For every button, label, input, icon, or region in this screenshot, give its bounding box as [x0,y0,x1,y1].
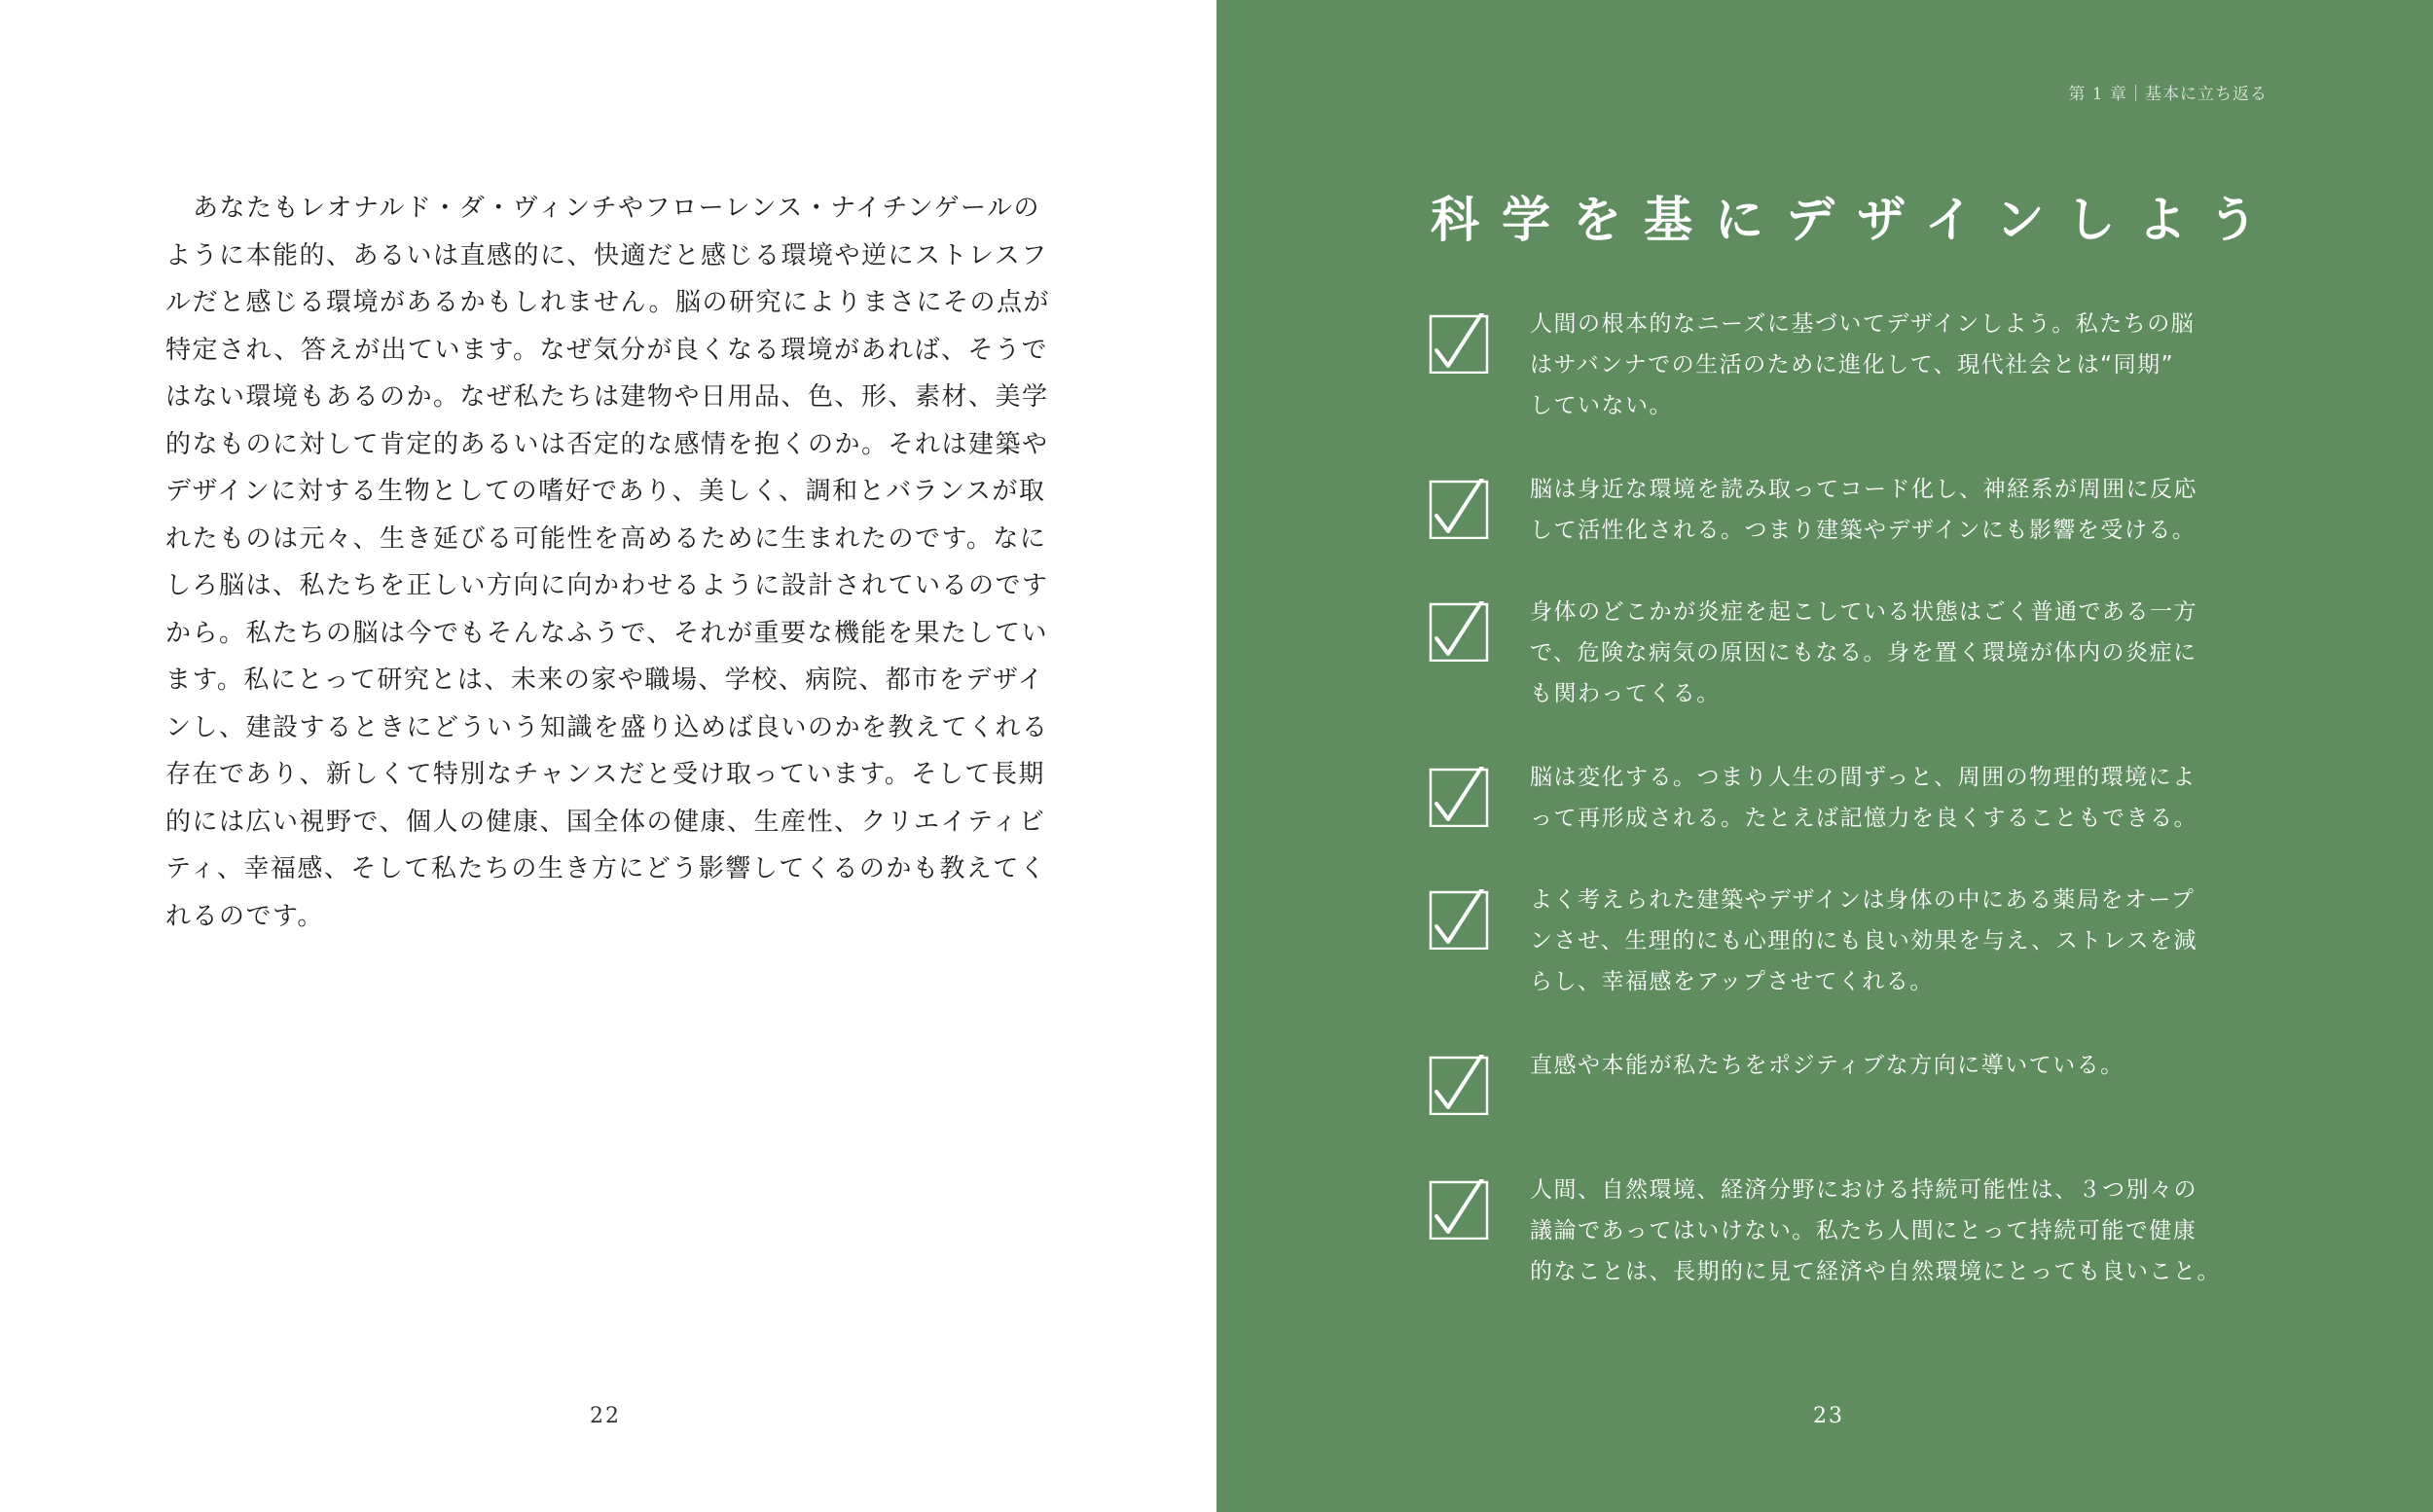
checklist-text [1530,880,2246,1002]
section-heading: 科学を基にデザインしよう [1431,192,2280,248]
checklist-line: で、危険な病気の原因にもなる。身を置く環境が体内の炎症に [1530,640,2197,666]
body-text [165,185,1051,940]
body-line: 的には広い視野で、個人の健康、国全体の健康、生産性、クリエイティビ [165,807,1046,837]
body-line: しろ脳は、私たちを正しい方向に向かわせるように設計されているのです [165,571,1049,600]
checklist-text [1530,1045,2246,1086]
checkmark-in-square-icon [1429,1055,1489,1115]
checklist-line: らし、幸福感をアップさせてくれる。 [1530,969,1934,994]
checkmark-in-square-icon [1429,1179,1489,1240]
checklist-text [1530,757,2246,839]
checklist-line: って再形成される。たとえば記憶力を良くすることもできる。 [1530,806,2197,831]
body-line: れるのです。 [165,901,324,931]
checklist-line: 脳は変化する。つまり人生の間ずっと、周囲の物理的環境によ [1530,765,2197,790]
body-line: 特定され、答えが出ています。なぜ気分が良くなる環境があれば、そうで [165,335,1048,365]
checklist-text [1530,1170,2246,1292]
checklist-line: 直感や本能が私たちをポジティブな方向に導いている。 [1530,1053,2124,1078]
checklist-line: 議論であってはいけない。私たち人間にとって持続可能で健康 [1530,1218,2197,1243]
body-line: ように本能的、あるいは直感的に、快適だと感じる環境や逆にストレスフ [165,240,1048,270]
body-line: ます。私にとって研究とは、未来の家や職場、学校、病院、都市をデザイ [165,666,1045,695]
body-line: から。私たちの脳は今でもそんなふうで、それが重要な機能を果たしてい [165,618,1048,648]
checkmark-in-square-icon [1429,313,1489,374]
checklist-text [1530,592,2246,714]
body-line: れたものは元々、生き延びる可能性を高めるために生まれたのです。なに [165,523,1047,554]
checklist-line: していない。 [1530,393,1673,418]
checklist-line: はサバンナでの生活のために進化して、現代社会とは“同期” [1530,352,2174,378]
checklist-line: 人間、自然環境、経済分野における持続可能性は、３つ別々の [1530,1177,2197,1203]
checklist-line: も関わってくる。 [1530,681,1721,706]
checkmark-in-square-icon [1429,767,1489,827]
body-line: ティ、幸福感、そして私たちの生き方にどう影響してくるのかも教えてく [165,854,1047,883]
checkmark-in-square-icon [1429,601,1489,662]
checklist-line: 的なことは、長期的に見て経済や自然環境にとっても良いこと。 [1530,1259,2222,1284]
body-line: あなたもレオナルド・ダ・ヴィンチやフローレンス・ナイチンゲールの [193,194,1041,223]
body-line: ンし、建設するときにどういう知識を盛り込めば良いのかを教えてくれる [165,712,1049,742]
body-line: はない環境もあるのか。なぜ私たちは建物や日用品、色、形、素材、美学 [165,382,1049,412]
checklist-line: して活性化される。つまり建築やデザインにも影響を受ける。 [1530,518,2197,543]
checklist-line: 脳は身近な環境を読み取ってコード化し、神経系が周囲に反応 [1530,477,2197,502]
left-page [0,0,1216,1512]
checklist-line: ンさせ、生理的にも心理的にも良い効果を与え、ストレスを減 [1530,928,2197,954]
checklist-line: 身体のどこかが炎症を起こしている状態はごく普通である一方 [1530,599,2197,625]
checklist-line: よく考えられた建築やデザインは身体の中にある薬局をオープ [1530,887,2196,913]
checklist-text [1530,469,2246,551]
page-number-left: 22 [590,1404,621,1428]
body-line: デザインに対する生物としての嗜好であり、美しく、調和とバランスが取 [165,477,1046,506]
body-line: 存在であり、新しくて特別なチャンスだと受け取っています。そして長期 [165,760,1045,789]
checkmark-in-square-icon [1429,889,1489,950]
body-line: 的なものに対して肯定的あるいは否定的な感情を抱くのか。それは建築や [165,429,1049,459]
running-head: 第 1 章｜基本に立ち返る [2068,85,2268,104]
checklist-line: 人間の根本的なニーズに基づいてデザインしよう。私たちの脳 [1530,311,2196,337]
checkmark-in-square-icon [1429,479,1489,539]
body-line: ルだと感じる環境があるかもしれません。脳の研究によりまさにその点が [165,288,1051,317]
checklist-text [1530,304,2246,426]
page-number-right: 23 [1813,1404,1844,1428]
